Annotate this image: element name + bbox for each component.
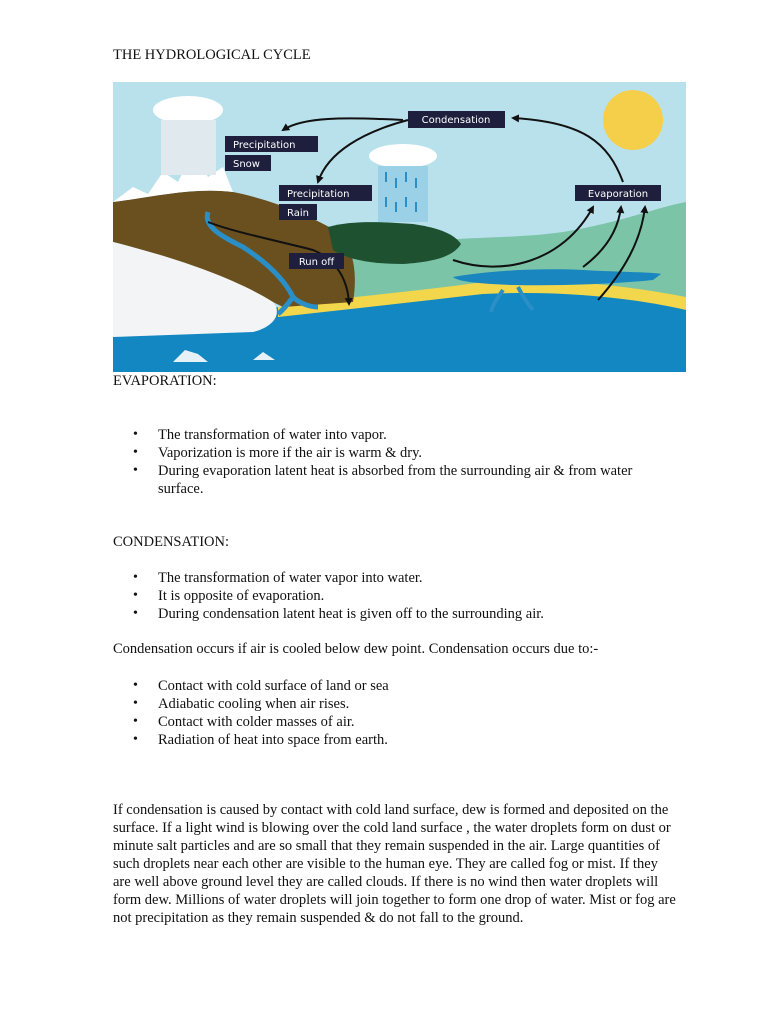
condensation-paragraph: If condensation is caused by contact with cold land surface, dew is formed and deposited on the surface. If a light wind is blowing over the cold land surface , the water droplets form on dust or minute salt particles and are so small that they remain suspended in the air. Large quantities of such droplets near each other are visible to the human eye. They are called fog or mist. If they are well above ground level they are called clouds. If there is no wind then water droplets will form dew. Millions of water droplets will join together to form one drop of water. Mist or fog are not precipitation as they remain suspended & do not fall to the ground. <box>113 802 676 926</box>
label-runoff: Run off <box>298 257 335 268</box>
list-item: • The transformation of water vapor into water. <box>113 569 673 587</box>
list-item: • Contact with colder masses of air. <box>113 713 673 731</box>
condensation-heading: CONDENSATION: <box>113 534 229 550</box>
condensation-causes-list <box>113 677 673 749</box>
snow-cloud <box>153 96 223 124</box>
list-item: • The transformation of water into vapor. <box>113 426 673 444</box>
snowfall <box>161 120 216 175</box>
hydrological-cycle-diagram <box>113 82 686 372</box>
evaporation-heading: EVAPORATION: <box>113 373 217 389</box>
rain-cloud <box>369 144 437 168</box>
list-item: • During evaporation latent heat is absorbed from the surrounding air & from water surface. <box>113 462 673 498</box>
list-item: • Contact with cold surface of land or sea <box>113 677 673 695</box>
sun <box>603 90 663 150</box>
evaporation-list <box>113 426 673 498</box>
list-item: • It is opposite of evaporation. <box>113 587 673 605</box>
page-title: THE HYDROLOGICAL CYCLE <box>113 47 311 63</box>
list-item: • Adiabatic cooling when air rises. <box>113 695 673 713</box>
label-snow: Snow <box>233 159 260 170</box>
label-evaporation: Evaporation <box>587 189 649 200</box>
list-item: • During condensation latent heat is given off to the surrounding air. <box>113 605 673 623</box>
condensation-list <box>113 569 673 623</box>
list-item: • Vaporization is more if the air is warm & dry. <box>113 444 673 462</box>
label-condensation: Condensation <box>421 115 491 126</box>
label-precip-rain: Precipitation <box>287 189 350 200</box>
list-item: • Radiation of heat into space from earth. <box>113 731 673 749</box>
label-precip-snow: Precipitation <box>233 140 296 151</box>
condensation-intro: Condensation occurs if air is cooled below dew point. Condensation occurs due to:- <box>113 641 599 657</box>
label-rain: Rain <box>287 208 309 219</box>
